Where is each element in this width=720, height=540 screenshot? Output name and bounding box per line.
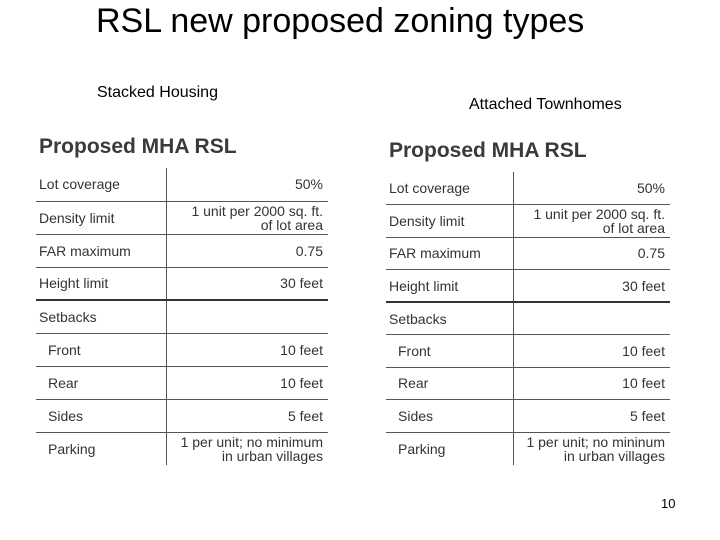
row-label: Density limit bbox=[39, 209, 115, 226]
row-value bbox=[513, 205, 670, 238]
value-line: 5 feet bbox=[629, 407, 665, 424]
row-label: FAR maximum bbox=[389, 245, 481, 262]
row-label: Rear bbox=[48, 374, 79, 391]
row-value bbox=[513, 302, 670, 335]
zoning-table bbox=[386, 172, 670, 465]
row-value bbox=[166, 432, 328, 465]
panel-heading: Proposed MHA RSL bbox=[39, 135, 237, 158]
value-line-2: in urban villages bbox=[221, 447, 323, 464]
value-line: 10 feet bbox=[280, 374, 323, 391]
value-line: 0.75 bbox=[295, 242, 323, 259]
table-row bbox=[36, 366, 328, 399]
row-label: Setbacks bbox=[389, 310, 447, 327]
table-row bbox=[36, 267, 328, 300]
table-row bbox=[36, 201, 328, 234]
panel-attached-townhomes bbox=[386, 136, 670, 465]
row-value bbox=[166, 267, 328, 300]
row-value bbox=[166, 300, 328, 333]
row-value bbox=[513, 432, 670, 465]
row-label: Parking bbox=[48, 440, 96, 457]
row-value bbox=[513, 400, 670, 433]
table-row bbox=[386, 432, 670, 465]
row-value bbox=[166, 366, 328, 399]
row-label: Front bbox=[48, 341, 81, 358]
table-row bbox=[386, 335, 670, 368]
row-label: Height limit bbox=[389, 277, 459, 294]
row-label: FAR maximum bbox=[39, 242, 131, 259]
row-label: Sides bbox=[398, 407, 434, 424]
row-label: Front bbox=[398, 342, 431, 359]
table-row bbox=[386, 302, 670, 335]
value-line: 5 feet bbox=[287, 407, 323, 424]
value-line: 10 feet bbox=[622, 375, 665, 392]
row-label: Density limit bbox=[389, 212, 465, 229]
value-line: 1 per unit; no minimum bbox=[180, 433, 323, 450]
value-line: 0.75 bbox=[637, 245, 665, 262]
panel-stacked-housing bbox=[36, 132, 328, 465]
value-line: 10 feet bbox=[280, 341, 323, 358]
row-label: Setbacks bbox=[39, 308, 97, 325]
table-row bbox=[386, 400, 670, 433]
table-row bbox=[36, 168, 328, 201]
row-value bbox=[513, 335, 670, 368]
row-label: Parking bbox=[398, 440, 446, 457]
row-value bbox=[513, 237, 670, 270]
row-value bbox=[166, 201, 328, 234]
table-row bbox=[386, 367, 670, 400]
page-number: 10 bbox=[661, 496, 676, 511]
table-row bbox=[386, 172, 670, 205]
row-label: Sides bbox=[48, 407, 84, 424]
row-value bbox=[166, 333, 328, 366]
table-row bbox=[36, 300, 328, 333]
table-row bbox=[386, 205, 670, 238]
table-row bbox=[36, 432, 328, 465]
row-label: Rear bbox=[398, 375, 429, 392]
caption-attached-townhomes: Attached Townhomes bbox=[469, 96, 622, 113]
row-value bbox=[166, 234, 328, 267]
row-value bbox=[513, 270, 670, 303]
table-row bbox=[386, 237, 670, 270]
slide-title: RSL new proposed zoning types bbox=[96, 2, 585, 40]
value-line: 30 feet bbox=[622, 277, 665, 294]
value-line-2: of lot area bbox=[260, 216, 323, 233]
table-row bbox=[36, 333, 328, 366]
value-line-2: of lot area bbox=[602, 219, 665, 236]
row-value bbox=[166, 168, 328, 201]
value-line: 1 unit per 2000 sq. ft. bbox=[191, 202, 323, 219]
value-line: 50% bbox=[294, 176, 323, 193]
value-line: 30 feet bbox=[280, 275, 323, 292]
row-value bbox=[513, 367, 670, 400]
value-line-2: in urban villages bbox=[563, 447, 665, 464]
row-value bbox=[513, 172, 670, 205]
table-row bbox=[386, 270, 670, 303]
row-value bbox=[166, 399, 328, 432]
row-label: Lot coverage bbox=[39, 176, 120, 193]
value-line: 50% bbox=[636, 180, 665, 196]
table-row bbox=[36, 399, 328, 432]
row-label: Lot coverage bbox=[389, 180, 470, 196]
panel-heading: Proposed MHA RSL bbox=[389, 139, 587, 162]
row-label: Height limit bbox=[39, 275, 109, 292]
table-row bbox=[36, 234, 328, 267]
caption-stacked-housing: Stacked Housing bbox=[97, 84, 218, 101]
value-line: 1 unit per 2000 sq. ft. bbox=[533, 205, 665, 222]
zoning-table bbox=[36, 168, 328, 465]
value-line: 1 per unit; no mininum bbox=[526, 433, 665, 450]
value-line: 10 feet bbox=[622, 342, 665, 359]
